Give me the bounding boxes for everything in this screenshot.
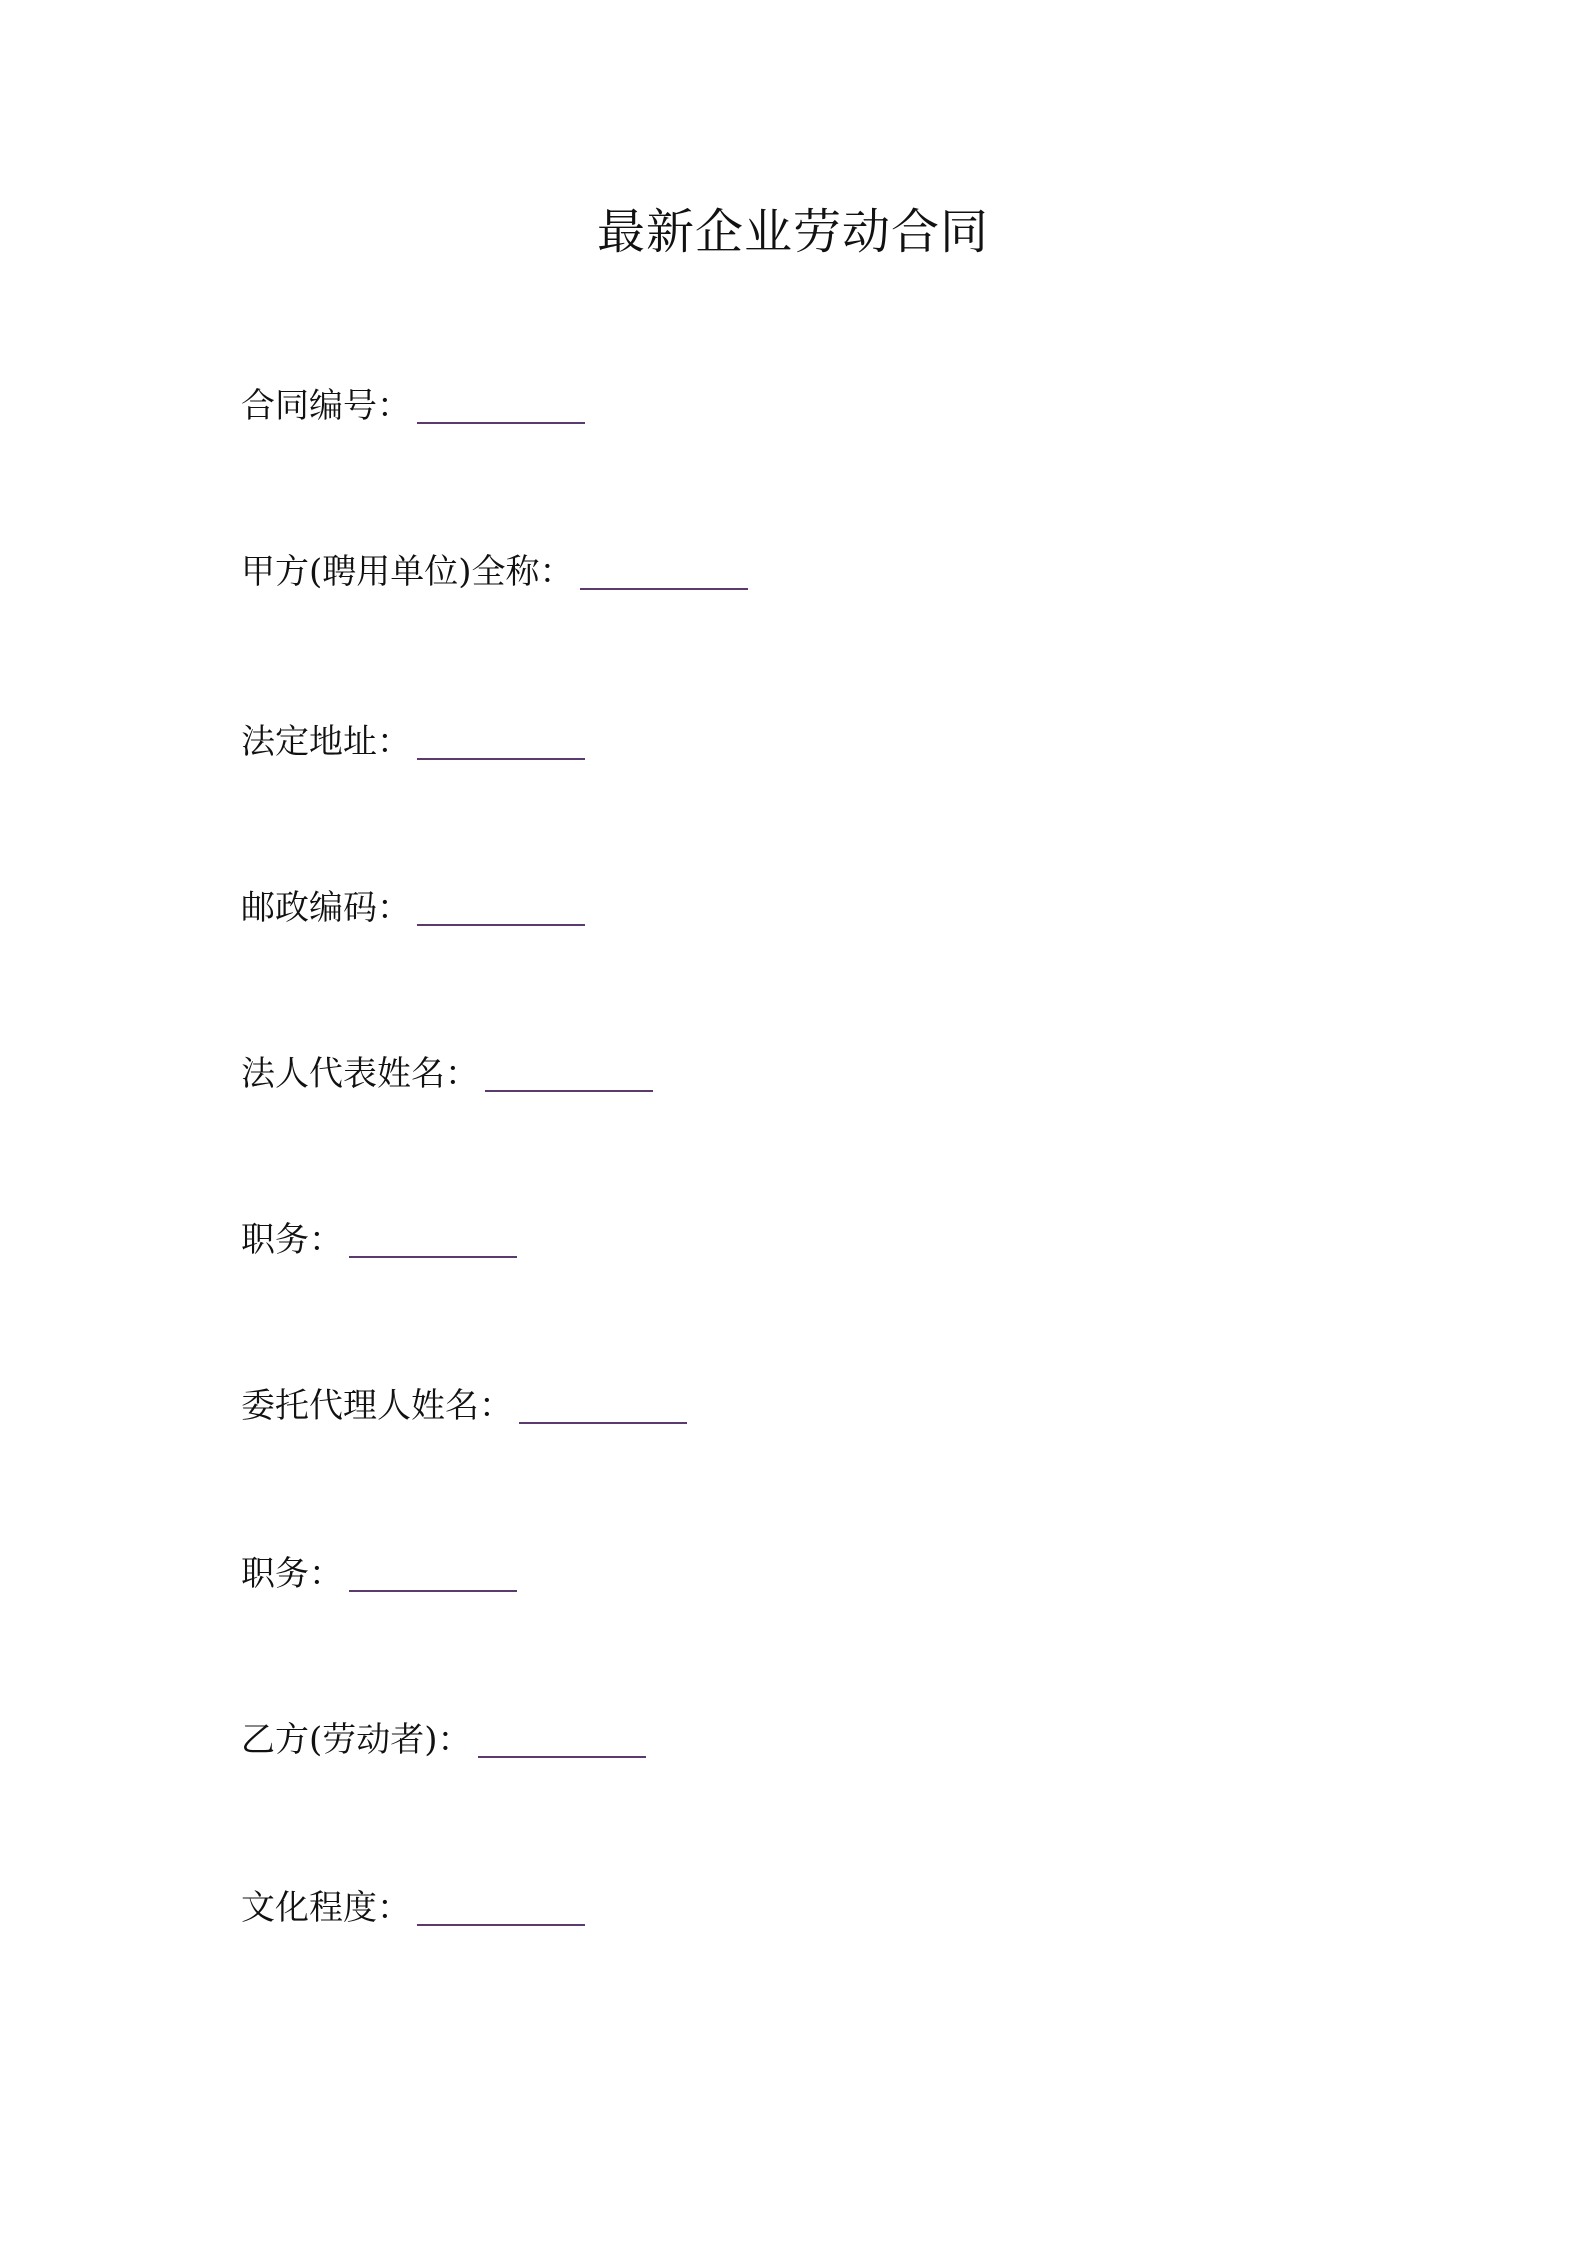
blank-line[interactable] bbox=[349, 1550, 517, 1592]
field-label: 委托代理人姓名： bbox=[241, 1386, 513, 1426]
blank-line[interactable] bbox=[349, 1216, 517, 1258]
field-party-a-name bbox=[241, 538, 748, 594]
field-label: 乙方(劳动者)： bbox=[241, 1720, 472, 1760]
field-authorized-agent bbox=[241, 1372, 687, 1428]
field-label: 职务： bbox=[241, 1554, 343, 1594]
field-label: 法定地址： bbox=[241, 722, 411, 762]
field-label: 文化程度： bbox=[241, 1888, 411, 1928]
blank-line[interactable] bbox=[580, 548, 748, 590]
blank-line[interactable] bbox=[417, 884, 585, 926]
field-position-1 bbox=[241, 1206, 517, 1262]
field-postal-code bbox=[241, 874, 585, 930]
blank-line[interactable] bbox=[485, 1050, 653, 1092]
field-position-2 bbox=[241, 1540, 517, 1596]
blank-line[interactable] bbox=[417, 382, 585, 424]
field-label: 职务： bbox=[241, 1220, 343, 1260]
field-legal-representative bbox=[241, 1040, 653, 1096]
field-label: 邮政编码： bbox=[241, 888, 411, 928]
blank-line[interactable] bbox=[519, 1382, 687, 1424]
field-contract-number bbox=[241, 372, 585, 428]
blank-line[interactable] bbox=[417, 1884, 585, 1926]
field-label: 甲方(聘用单位)全称： bbox=[241, 552, 574, 592]
document-title: 最新企业劳动合同 bbox=[596, 204, 989, 260]
field-label: 合同编号： bbox=[241, 386, 411, 426]
field-education-level bbox=[241, 1874, 585, 1930]
field-party-b bbox=[241, 1706, 646, 1762]
blank-line[interactable] bbox=[417, 718, 585, 760]
blank-line[interactable] bbox=[478, 1716, 646, 1758]
field-legal-address bbox=[241, 708, 585, 764]
field-label: 法人代表姓名： bbox=[241, 1054, 479, 1094]
